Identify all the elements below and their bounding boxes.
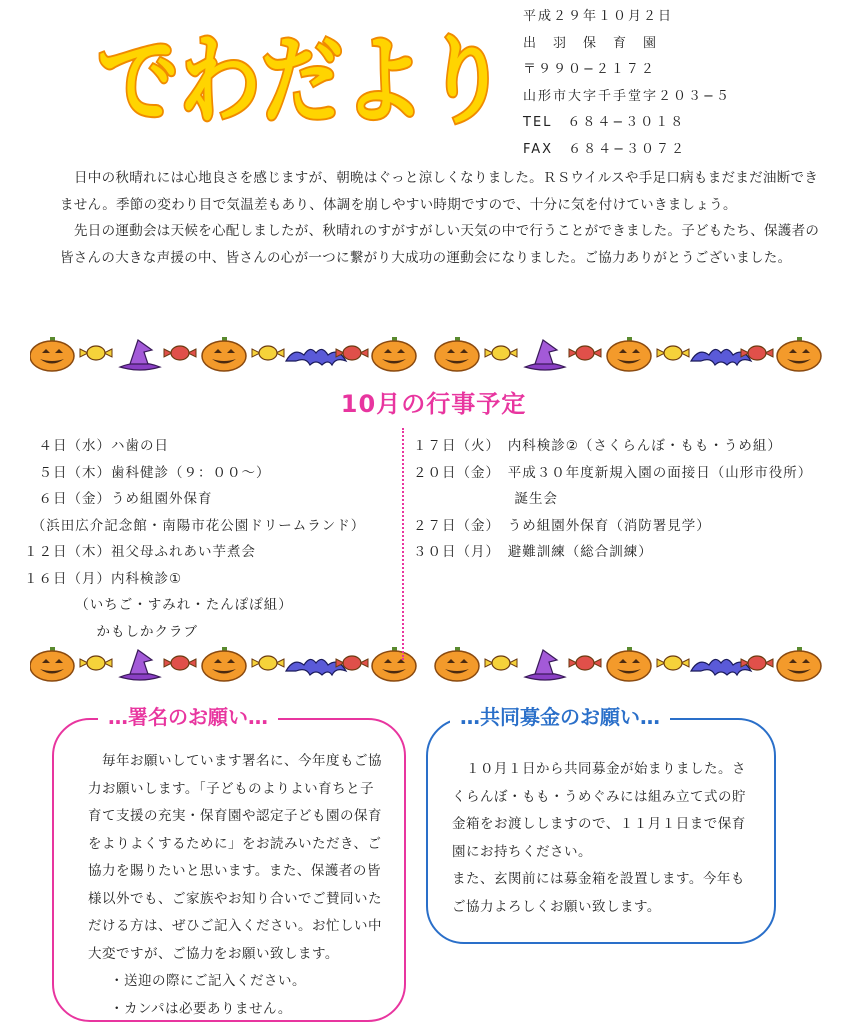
candy-icon [80, 656, 112, 670]
issue-date: 平成２９年１０月２日 [523, 9, 674, 24]
schedule-item: 誕生会 [413, 491, 558, 507]
telephone: TEL ６８４−３０１８ [523, 115, 686, 130]
witch-hat-icon [525, 340, 565, 370]
candy-icon [164, 656, 196, 670]
candy-icon [252, 656, 284, 670]
fax: FAX ６８４−３０７２ [523, 141, 686, 157]
pumpkin-icon [607, 337, 651, 371]
schedule-right-list [413, 433, 812, 566]
candy-icon [252, 346, 284, 360]
schedule-item: ２０日（金） 平成３０年度新規入園の面接日（山形市役所） [413, 464, 813, 481]
pumpkin-icon [607, 647, 651, 681]
candy-icon [569, 346, 601, 360]
schedule-item: １７日（火） 内科検診②（さくらんぼ・もも・うめ組） [413, 438, 782, 454]
pumpkin-icon [372, 337, 416, 371]
candy-icon [657, 346, 689, 360]
candy-icon [80, 346, 112, 360]
fund-request-text [452, 756, 752, 921]
schedule-divider [402, 428, 404, 660]
schedule-item: ５日（木）歯科健診（９：００〜） [24, 464, 271, 481]
fund-request-title: …共同募金のお願い… [450, 701, 670, 730]
address: 山形市大字千手堂字２０３−５ [523, 88, 731, 104]
witch-hat-icon [120, 340, 160, 370]
intro-paragraph: 日中の秋晴れには心地良さを感じますが、朝晩はぐっと涼しくなりました。ＲＳウイルスや手足口病もまだまだ油断できません。季節の変わり目で気温差もあり、体調を崩しやすい時期ですので、十分に気を付けていきましょう。 [60, 170, 819, 213]
postal-code: 〒９９０−２１７２ [523, 62, 656, 77]
pumpkin-icon [777, 337, 821, 371]
schedule-item: ６日（金）うめ組園外保育 [24, 491, 213, 507]
halloween-border-top [30, 333, 840, 373]
pumpkin-icon [202, 647, 246, 681]
pumpkin-icon [435, 647, 479, 681]
schedule-item: １２日（木）祖父母ふれあい芋煮会 [24, 544, 256, 560]
intro-paragraph: 先日の運動会は天候を心配しましたが、秋晴れのすがすがしい天気の中で行うことができました。子どもたち、保護者の皆さんの大きな声援の中、皆さんの心が一つに繋がり大成功の運動会になりました。ご協力ありがとうございました。 [60, 223, 820, 266]
pumpkin-icon [435, 337, 479, 371]
candy-icon [164, 346, 196, 360]
newsletter-title-logo [92, 18, 512, 138]
schedule-title: 10月の行事予定 [340, 390, 527, 418]
signature-request-title: …署名のお願い… [98, 701, 278, 730]
schedule-item: ２７日（金） うめ組園外保育（消防署見学） [413, 517, 711, 534]
schedule-item: （いちご・すみれ・たんぽぽ組） [24, 597, 293, 613]
pumpkin-icon [30, 337, 74, 371]
intro-text [60, 165, 820, 271]
schedule-item: （浜田広介記念館・南陽市花公園ドリームランド） [24, 517, 366, 534]
org-info [523, 4, 731, 163]
pumpkin-icon [372, 647, 416, 681]
candy-icon [657, 656, 689, 670]
halloween-border-bottom [30, 643, 840, 683]
candy-icon [569, 656, 601, 670]
pumpkin-icon [777, 647, 821, 681]
schedule-item: ３０日（月） 避難訓練（総合訓練） [413, 544, 653, 560]
schedule-left-list [24, 433, 365, 645]
pumpkin-icon [202, 337, 246, 371]
pumpkin-icon [30, 647, 74, 681]
schedule-item: ４日（水）ハ歯の日 [24, 438, 169, 454]
witch-hat-icon [120, 650, 160, 680]
fund-paragraph: １０月１日から共同募金が始まりました。さくらんぼ・もも・うめぐみには組み立て式の貯金箱をお渡ししますので、１１月１日まで保育園にお持ちください。 [452, 761, 746, 860]
signature-body: 毎年お願いしています署名に、今年度もご協力お願いします。「子どものよりよい育ちと子育て支援の充実・保育園や認定子ども園の保育をよりよくするために」をお読みいただき、ご協力を賜りたいと思います。また、保護者の皆様以外でも、ご家族やお知り合いでご賛同いただける方は、ぜひご記入ください。お忙しい中大変ですが、ご協力をお願い致します。 [88, 753, 382, 962]
org-name: 出 羽 保 育 園 [523, 35, 659, 51]
signature-note: ・送迎の際にご記入ください。 [110, 973, 306, 989]
candy-icon [485, 656, 517, 670]
candy-icon [485, 346, 517, 360]
schedule-item: かもしかクラブ [24, 623, 198, 640]
witch-hat-icon [525, 650, 565, 680]
newsletter-title: でわだより [97, 25, 507, 137]
fund-paragraph: また、玄関前には募金箱を設置します。今年もご協力よろしくお願い致します。 [452, 871, 745, 915]
schedule-item: １６日（月）内科検診① [24, 570, 183, 587]
signature-request-text [88, 748, 388, 1023]
signature-note: ・カンパは必要ありません。 [110, 1000, 292, 1017]
